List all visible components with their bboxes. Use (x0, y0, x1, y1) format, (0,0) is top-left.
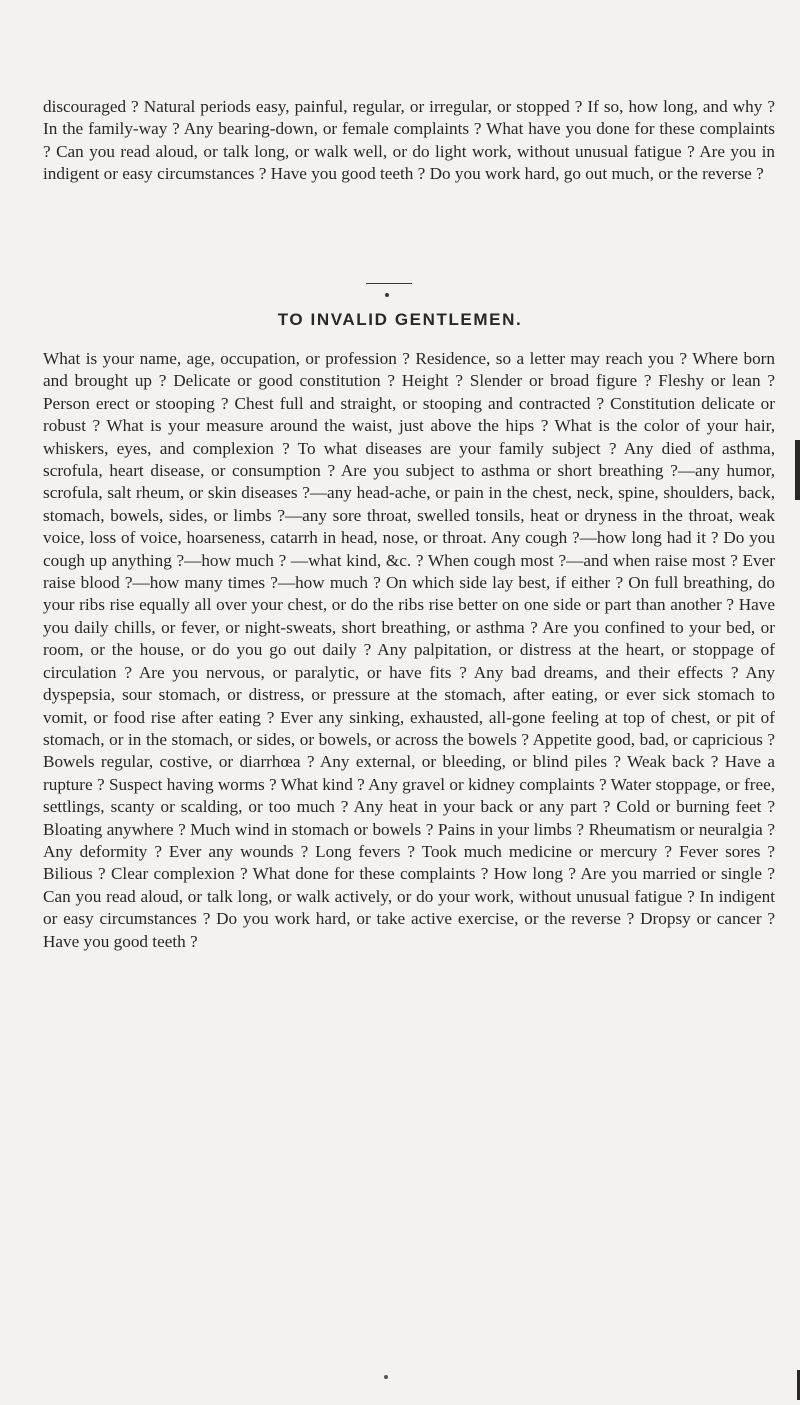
divider-ornament (385, 293, 389, 297)
section-divider-rule (366, 283, 412, 284)
section-heading: TO INVALID GENTLEMEN. (277, 310, 523, 329)
paragraph-female-questions-end: discouraged ? Natural periods easy, painful, regular, or irregular, or stopped ? If so, how long, and why ? In the family-way ? Any bearing-down, or female complaints ? What have you done for these complaints ? Can you read aloud, or talk long, or walk well, or do light work, without unusual fatigue ? Are you in indigent or easy circumstances ? Have you good teeth ? Do you work hard, go out much, or the reverse ? (43, 97, 775, 184)
print-speck (384, 1375, 388, 1379)
paragraph-gentlemen-questions: What is your name, age, occupation, or profession ? Residence, so a letter may reach you ? Where born and brought up ? Delicate or good constitution ? Height ? Slender or broad figure ? Fleshy or lean ? Person erect or stooping ? Chest full and straight, or stooping and contracted ? Constitution delicate or robust ? What is your measure around the waist, just above the hips ? What is the color of your hair, whiskers, eyes, and complexion ? To what diseases are your family subject ? Any died of asthma, scrofula, heart disease, or consumption ? Are you subject to asthma or short breathing ?—any humor, scrofula, salt rheum, or skin diseases ?—any head-ache, or pain in the chest, neck, spine, shoulders, back, stomach, bowels, sides, or limbs ?—any sore throat, swelled tonsils, heat or dryness in the throat, weak voice, loss of voice, hoarseness, catarrh in head, nose, or throat. Any cough ?—how long had it ? Do you cough up anything ?—how much ? —what kind, &c. ? When cough most ?—and when raise most ? Ever raise blood ?—how many times ?—how much ? On which side lay best, if either ? On full breathing, do your ribs rise equally all over your chest, or do the ribs rise better on one side or part than another ? Have you daily chills, or fever, or night-sweats, short breathing, or asthma ? Are you confined to your bed, or room, or the house, or do you go out daily ? Any palpitation, or distress at the heart, or stoppage of circulation ? Are you nervous, or paralytic, or have fits ? Any bad dreams, and their effects ? Any dyspepsia, sour stomach, or distress, or pressure at the stomach, after eating, or ever sick stomach to vomit, or food rise after eating ? Ever any sinking, exhausted, all-gone feeling at top of chest, or pit of stomach, or in the stomach, or sides, or bowels, or across the bowels ? Appetite good, bad, or capricious ? Bowels regular, costive, or diarrhœa ? Any external, or bleeding, or blind piles ? Weak back ? Have a rupture ? Suspect having worms ? What kind ? Any gravel or kidney complaints ? Water stoppage, or free, settlings, scanty or scalding, or too much ? Any heat in your back or any part ? Cold or burning feet ? Bloating anywhere ? Much wind in stomach or bowels ? Pains in your limbs ? Rheumatism or neuralgia ? Any deformity ? Ever any wounds ? Long fevers ? Took much medicine or mercury ? Fever sores ? Bilious ? Clear complexion ? What done for these complaints ? How long ? Are you married or single ? Can you read aloud, or talk long, or walk actively, or do your work, without unusual fatigue ? In indigent or easy circumstances ? Do you work hard, or take active exercise, or the reverse ? Dropsy or cancer ? Have you good teeth ? (43, 349, 775, 951)
page-edge-mark (795, 440, 800, 500)
